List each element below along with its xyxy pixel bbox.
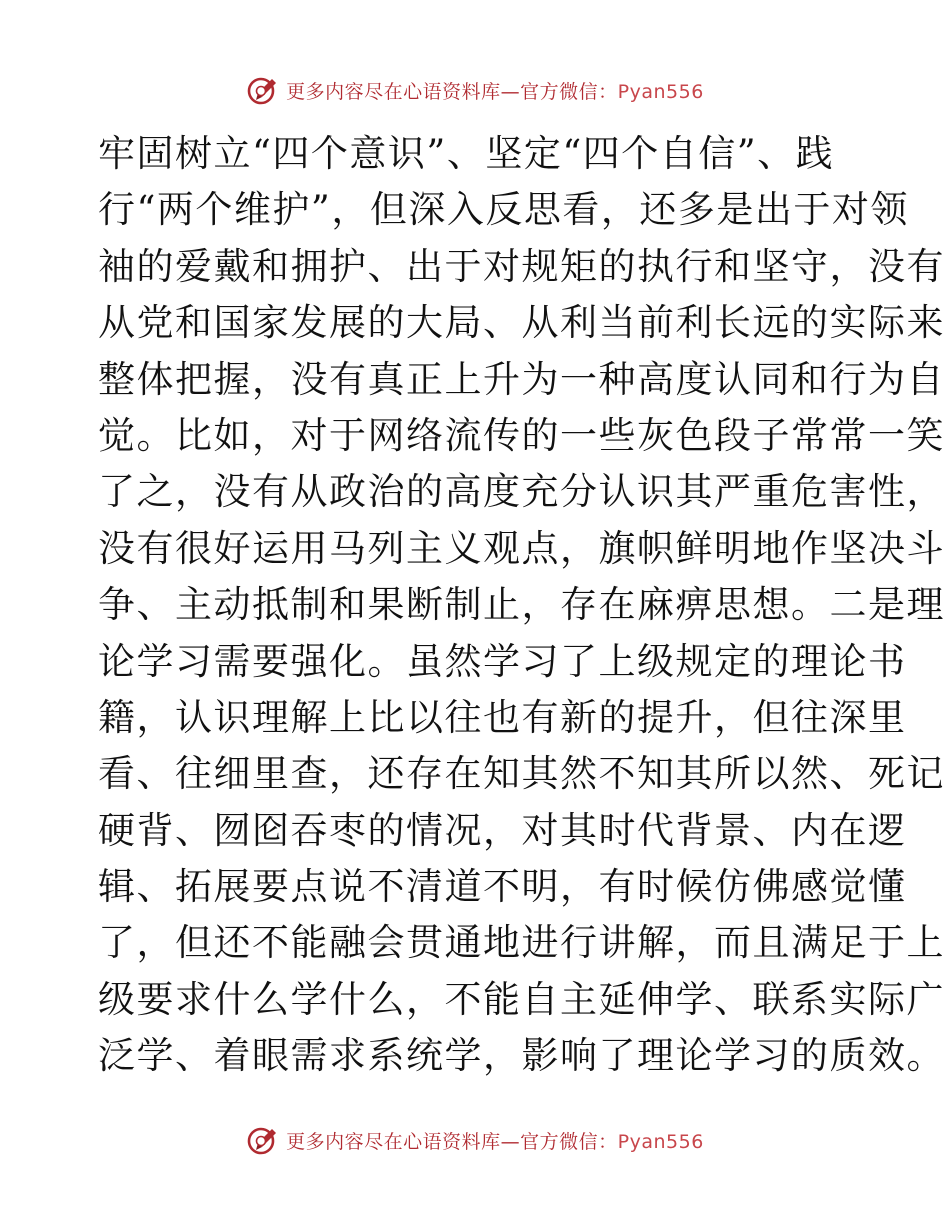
header-wechat-id: Pyan556 bbox=[617, 80, 704, 103]
body-line: 论学习需要强化。虽然学习了上级规定的理论书 bbox=[98, 639, 907, 683]
body-line: 级要求什么学什么，不能自主延伸学、联系实际广 bbox=[98, 977, 945, 1021]
body-line: 看、往细里查，还存在知其然不知其所以然、死记 bbox=[98, 752, 945, 796]
body-line: 了，但还不能融会贯通地进行讲解，而且满足于上 bbox=[98, 921, 945, 965]
body-line: 牢固树立“四个意识”、坚定“四个自信”、践 bbox=[98, 132, 835, 175]
pen-nib-circle-icon bbox=[246, 1123, 280, 1157]
body-line: 硬背、囫囵吞枣的情况，对其时代背景、内在逻 bbox=[98, 808, 907, 852]
footer-banner-text bbox=[286, 1127, 704, 1154]
header-banner-label: 更多内容尽在心语资料库—官方微信： bbox=[286, 80, 618, 103]
body-line: 整体把握，没有真正上升为一种高度认同和行为自 bbox=[98, 357, 945, 401]
body-line: 辑、拓展要点说不清道不明，有时候仿佛感觉懂 bbox=[98, 865, 907, 909]
footer-banner-label: 更多内容尽在心语资料库—官方微信： bbox=[286, 1130, 618, 1153]
body-line: 觉。比如，对于网络流传的一些灰色段子常常一笑 bbox=[98, 413, 945, 457]
body-line: 行“两个维护”，但深入反思看，还多是出于对领 bbox=[98, 188, 909, 232]
pen-nib-circle-icon bbox=[246, 73, 280, 107]
body-line: 泛学、着眼需求系统学，影响了理论学习的质效。 bbox=[98, 1034, 945, 1078]
footer-wechat-id: Pyan556 bbox=[617, 1130, 704, 1153]
header-banner-text bbox=[286, 77, 704, 104]
body-line: 没有很好运用马列主义观点，旗帜鲜明地作坚决斗 bbox=[98, 526, 945, 570]
header-banner bbox=[0, 70, 950, 110]
footer-banner bbox=[0, 1120, 950, 1160]
body-line: 了之，没有从政治的高度充分认识其严重危害性， bbox=[98, 470, 945, 514]
body-line: 袖的爱戴和拥护、出于对规矩的执行和坚守，没有 bbox=[98, 244, 945, 288]
body-line: 籍，认识理解上比以往也有新的提升，但往深里 bbox=[98, 695, 907, 739]
document-body bbox=[98, 126, 945, 1085]
body-line: 争、主动抵制和果断制止，存在麻痹思想。二是理 bbox=[98, 583, 945, 627]
body-line: 从党和国家发展的大局、从利当前利长远的实际来 bbox=[98, 301, 945, 345]
